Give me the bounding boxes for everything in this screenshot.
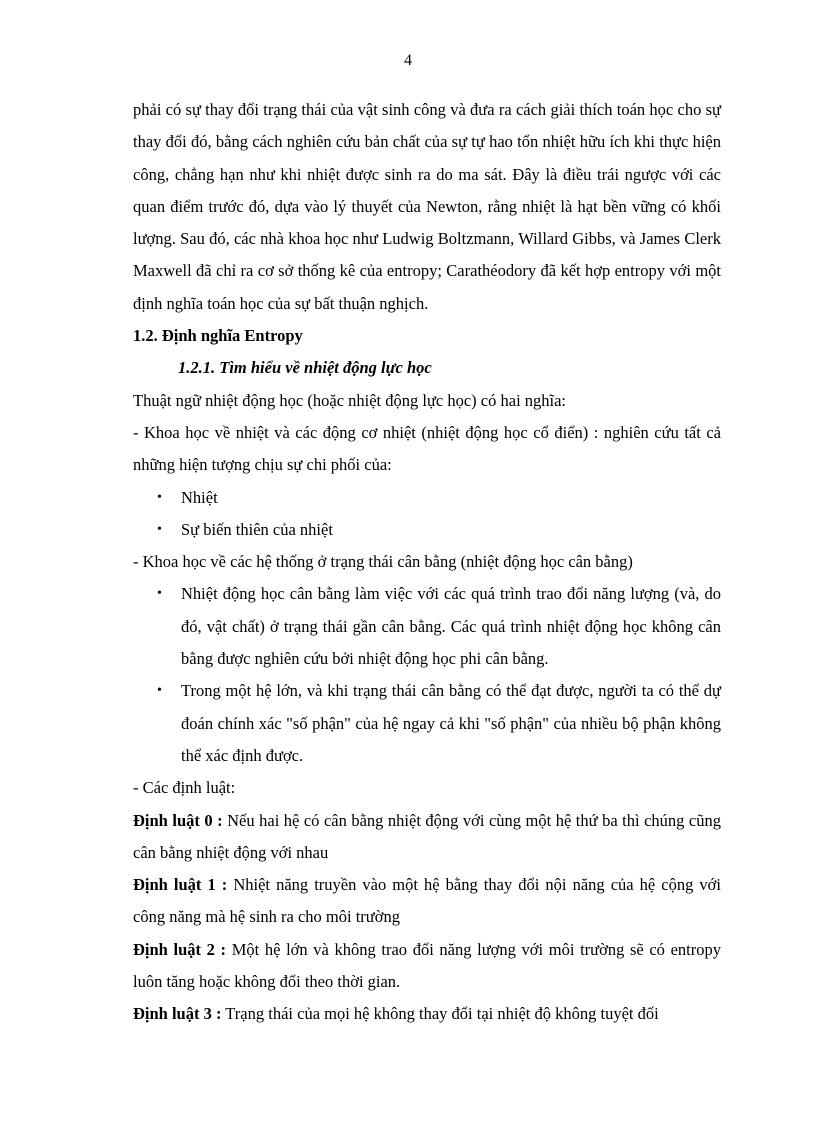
law-label: Định luật 2 :: [133, 939, 227, 959]
law-label: Định luật 1 :: [133, 875, 228, 895]
bullet-icon: •: [157, 521, 162, 537]
law-text: Trạng thái của mọi hệ không thay đổi tại nhiệt độ không tuyệt đối: [221, 1004, 659, 1024]
list-item: [133, 578, 721, 675]
list-item-text: Trong một hệ lớn, và khi trạng thái cân bằng có thể đạt được, người ta có thể dự đoán chính xác "số phận" của hệ ngay cả khi "số phận" của nhiều bộ phận không thể xác định được.: [181, 681, 721, 765]
law-1: [133, 869, 721, 934]
law-text: Nếu hai hệ có cân bằng nhiệt động với cùng một hệ thứ ba thì chúng cũng cân bằng nhiệt động với nhau: [133, 810, 721, 862]
law-0: [133, 805, 721, 870]
meaning-1-bullet-list: [133, 482, 721, 547]
section-heading: 1.2. Định nghĩa Entropy: [133, 326, 303, 346]
term-intro: Thuật ngữ nhiệt động học (hoặc nhiệt động lực học) có hai nghĩa:: [133, 390, 567, 410]
page-content: [133, 94, 721, 1031]
list-item: [133, 675, 721, 772]
meaning-1-text: - Khoa học về nhiệt và các động cơ nhiệt (nhiệt động học cổ điển) : nghiên cứu tất cả những hiện tượng chịu sự chi phối của:: [133, 422, 721, 475]
list-item: [133, 514, 721, 546]
law-label: Định luật 3 :: [133, 1004, 222, 1024]
list-item: [133, 482, 721, 514]
law-text: Một hệ lớn và không trao đổi năng lượng với môi trường sẽ có entropy luôn tăng hoặc không đổi theo thời gian.: [133, 939, 721, 992]
law-text: Nhiệt năng truyền vào một hệ bằng thay đổi nội năng của hệ cộng với công năng mà hệ sinh ra cho môi trường: [133, 875, 721, 927]
bullet-icon: •: [157, 586, 162, 602]
list-item-text: Sự biến thiên của nhiệt: [181, 519, 333, 539]
laws-intro: - Các định luật:: [133, 778, 236, 798]
list-item-text: Nhiệt: [181, 487, 218, 507]
page-number: 4: [404, 52, 412, 69]
intro-paragraph: phải có sự thay đổi trạng thái của vật sinh công và đưa ra cách giải thích toán học cho sự thay đổi đó, bằng cách nghiên cứu bản chất của sự tự hao tổn nhiệt hữu ích khi thực hiện công, chẳng hạn như khi nhiệt được sinh ra do ma sát. Đây là điều trái ngược với các quan điểm trước đó, dựa vào lý thuyết của Newton, rằng nhiệt là hạt bền vững có khối lượng. Sau đó, các nhà khoa học như Ludwig Boltzmann, Willard Gibbs, và James Clerk Maxwell đã chỉ ra cơ sở thống kê của entropy; Carathéodory đã kết hợp entropy với một định nghĩa toán học của sự bất thuận nghịch.: [133, 100, 721, 313]
meaning-2-bullet-list: [133, 578, 721, 772]
law-2: [133, 934, 721, 999]
subsection-heading: 1.2.1. Tìm hiểu về nhiệt động lực học: [178, 358, 432, 378]
bullet-icon: •: [157, 683, 162, 699]
law-label: Định luật 0 :: [133, 810, 223, 830]
list-item-text: Nhiệt động học cân bằng làm việc với các quá trình trao đổi năng lượng (và, do đó, vật chất) ở trạng thái gần cân bằng. Các quá trình nhiệt động học không cân bằng được nghiên cứu bởi nhiệt động học phi cân bằng.: [181, 584, 721, 669]
bullet-icon: •: [157, 489, 162, 505]
meaning-2-text: - Khoa học về các hệ thống ở trạng thái cân bằng (nhiệt động học cân bằng): [133, 552, 633, 572]
law-3: [133, 998, 721, 1030]
